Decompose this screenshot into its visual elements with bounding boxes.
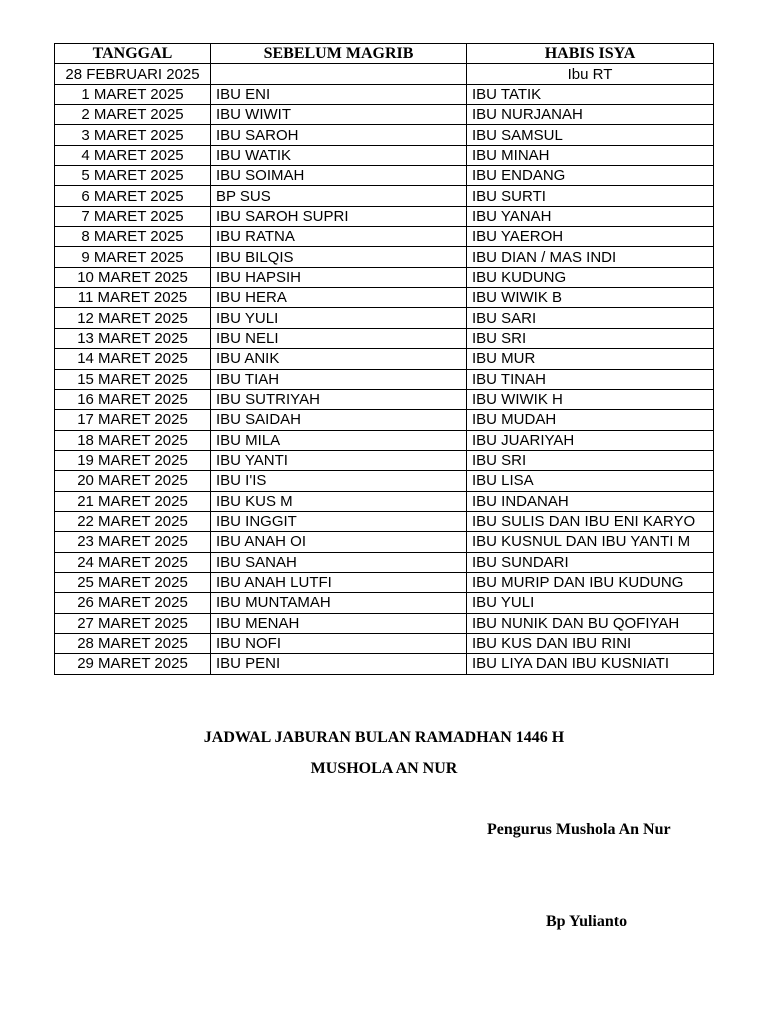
- sebelum-magrib-cell: IBU MENAH: [211, 613, 467, 633]
- date-cell: 28 FEBRUARI 2025: [55, 64, 211, 84]
- habis-isya-cell: IBU SARI: [467, 308, 714, 328]
- date-cell: 8 MARET 2025: [55, 227, 211, 247]
- table-row: [55, 410, 714, 430]
- date-cell: 10 MARET 2025: [55, 267, 211, 287]
- date-cell: 28 MARET 2025: [55, 633, 211, 653]
- date-cell: 16 MARET 2025: [55, 389, 211, 409]
- date-cell: 7 MARET 2025: [55, 206, 211, 226]
- habis-isya-cell: IBU NUNIK DAN BU QOFIYAH: [467, 613, 714, 633]
- sebelum-magrib-cell: IBU SOIMAH: [211, 166, 467, 186]
- sebelum-magrib-cell: IBU SAIDAH: [211, 410, 467, 430]
- table-row: [55, 593, 714, 613]
- header-habis-isya: HABIS ISYA: [467, 44, 714, 64]
- table-row: [55, 105, 714, 125]
- table-row: [55, 572, 714, 592]
- date-cell: 26 MARET 2025: [55, 593, 211, 613]
- habis-isya-cell: IBU ENDANG: [467, 166, 714, 186]
- table-row: [55, 328, 714, 348]
- table-row: [55, 450, 714, 470]
- habis-isya-cell: IBU MUDAH: [467, 410, 714, 430]
- date-cell: 2 MARET 2025: [55, 105, 211, 125]
- date-cell: 6 MARET 2025: [55, 186, 211, 206]
- sebelum-magrib-cell: IBU TIAH: [211, 369, 467, 389]
- sebelum-magrib-cell: IBU YULI: [211, 308, 467, 328]
- habis-isya-cell: IBU YULI: [467, 593, 714, 613]
- habis-isya-cell: IBU SRI: [467, 450, 714, 470]
- table-row: [55, 633, 714, 653]
- sebelum-magrib-cell: IBU HAPSIH: [211, 267, 467, 287]
- table-row: [55, 532, 714, 552]
- habis-isya-cell: IBU INDANAH: [467, 491, 714, 511]
- date-cell: 24 MARET 2025: [55, 552, 211, 572]
- sebelum-magrib-cell: IBU INGGIT: [211, 511, 467, 531]
- date-cell: 4 MARET 2025: [55, 145, 211, 165]
- sebelum-magrib-cell: BP SUS: [211, 186, 467, 206]
- table-row: [55, 145, 714, 165]
- header-tanggal: TANGGAL: [55, 44, 211, 64]
- schedule-body: [55, 64, 714, 674]
- sebelum-magrib-cell: IBU MILA: [211, 430, 467, 450]
- habis-isya-cell: IBU DIAN / MAS INDI: [467, 247, 714, 267]
- date-cell: 17 MARET 2025: [55, 410, 211, 430]
- date-cell: 19 MARET 2025: [55, 450, 211, 470]
- document-title: JADWAL JABURAN BULAN RAMADHAN 1446 H: [203, 729, 565, 746]
- table-row: [55, 349, 714, 369]
- sebelum-magrib-cell: IBU RATNA: [211, 227, 467, 247]
- sebelum-magrib-cell: IBU SANAH: [211, 552, 467, 572]
- table-row: [55, 206, 714, 226]
- table-row: [55, 166, 714, 186]
- habis-isya-cell: IBU KUS DAN IBU RINI: [467, 633, 714, 653]
- sebelum-magrib-cell: IBU I'IS: [211, 471, 467, 491]
- table-row: [55, 267, 714, 287]
- sebelum-magrib-cell: IBU WIWIT: [211, 105, 467, 125]
- signature-organization: Pengurus Mushola An Nur: [487, 821, 671, 838]
- header-sebelum-magrib: SEBELUM MAGRIB: [211, 44, 467, 64]
- table-row: [55, 64, 714, 84]
- sebelum-magrib-cell: IBU YANTI: [211, 450, 467, 470]
- habis-isya-cell: IBU YANAH: [467, 206, 714, 226]
- date-cell: 21 MARET 2025: [55, 491, 211, 511]
- sebelum-magrib-cell: IBU NELI: [211, 328, 467, 348]
- habis-isya-cell: IBU MURIP DAN IBU KUDUNG: [467, 572, 714, 592]
- table-row: [55, 491, 714, 511]
- signature-name: Bp Yulianto: [546, 913, 628, 930]
- sebelum-magrib-cell: IBU ANIK: [211, 349, 467, 369]
- date-cell: 13 MARET 2025: [55, 328, 211, 348]
- table-row: [55, 369, 714, 389]
- date-cell: 11 MARET 2025: [55, 288, 211, 308]
- date-cell: 3 MARET 2025: [55, 125, 211, 145]
- table-row: [55, 247, 714, 267]
- habis-isya-cell: IBU NURJANAH: [467, 105, 714, 125]
- table-header-row: [55, 44, 714, 64]
- habis-isya-cell: IBU WIWIK H: [467, 389, 714, 409]
- habis-isya-cell: IBU YAEROH: [467, 227, 714, 247]
- sebelum-magrib-cell: IBU SUTRIYAH: [211, 389, 467, 409]
- sebelum-magrib-cell: IBU WATIK: [211, 145, 467, 165]
- sebelum-magrib-cell: IBU NOFI: [211, 633, 467, 653]
- table-row: [55, 471, 714, 491]
- date-cell: 9 MARET 2025: [55, 247, 211, 267]
- sebelum-magrib-cell: IBU BILQIS: [211, 247, 467, 267]
- table-row: [55, 430, 714, 450]
- table-row: [55, 552, 714, 572]
- sebelum-magrib-cell: IBU HERA: [211, 288, 467, 308]
- sebelum-magrib-cell: IBU ENI: [211, 84, 467, 104]
- habis-isya-cell: IBU MINAH: [467, 145, 714, 165]
- table-row: [55, 389, 714, 409]
- habis-isya-cell: IBU MUR: [467, 349, 714, 369]
- habis-isya-cell: IBU KUSNUL DAN IBU YANTI M: [467, 532, 714, 552]
- schedule-table: [54, 43, 714, 675]
- habis-isya-cell: IBU KUDUNG: [467, 267, 714, 287]
- date-cell: 29 MARET 2025: [55, 654, 211, 674]
- date-cell: 18 MARET 2025: [55, 430, 211, 450]
- table-row: [55, 511, 714, 531]
- habis-isya-cell: IBU SURTI: [467, 186, 714, 206]
- habis-isya-cell: Ibu RT: [467, 64, 714, 84]
- sebelum-magrib-cell: [211, 64, 467, 84]
- habis-isya-cell: IBU SAMSUL: [467, 125, 714, 145]
- habis-isya-cell: IBU LISA: [467, 471, 714, 491]
- table-row: [55, 654, 714, 674]
- sebelum-magrib-cell: IBU MUNTAMAH: [211, 593, 467, 613]
- sebelum-magrib-cell: IBU SAROH: [211, 125, 467, 145]
- date-cell: 5 MARET 2025: [55, 166, 211, 186]
- date-cell: 15 MARET 2025: [55, 369, 211, 389]
- table-row: [55, 227, 714, 247]
- date-cell: 22 MARET 2025: [55, 511, 211, 531]
- habis-isya-cell: IBU WIWIK B: [467, 288, 714, 308]
- table-row: [55, 186, 714, 206]
- date-cell: 25 MARET 2025: [55, 572, 211, 592]
- habis-isya-cell: IBU TATIK: [467, 84, 714, 104]
- sebelum-magrib-cell: IBU SAROH SUPRI: [211, 206, 467, 226]
- habis-isya-cell: IBU SRI: [467, 328, 714, 348]
- sebelum-magrib-cell: IBU ANAH LUTFI: [211, 572, 467, 592]
- document-subtitle: MUSHOLA AN NUR: [310, 760, 458, 777]
- sebelum-magrib-cell: IBU KUS M: [211, 491, 467, 511]
- date-cell: 27 MARET 2025: [55, 613, 211, 633]
- date-cell: 23 MARET 2025: [55, 532, 211, 552]
- date-cell: 20 MARET 2025: [55, 471, 211, 491]
- date-cell: 12 MARET 2025: [55, 308, 211, 328]
- habis-isya-cell: IBU TINAH: [467, 369, 714, 389]
- table-row: [55, 84, 714, 104]
- sebelum-magrib-cell: IBU ANAH OI: [211, 532, 467, 552]
- sebelum-magrib-cell: IBU PENI: [211, 654, 467, 674]
- habis-isya-cell: IBU LIYA DAN IBU KUSNIATI: [467, 654, 714, 674]
- table-row: [55, 308, 714, 328]
- date-cell: 14 MARET 2025: [55, 349, 211, 369]
- habis-isya-cell: IBU JUARIYAH: [467, 430, 714, 450]
- table-row: [55, 288, 714, 308]
- habis-isya-cell: IBU SULIS DAN IBU ENI KARYO: [467, 511, 714, 531]
- table-row: [55, 613, 714, 633]
- habis-isya-cell: IBU SUNDARI: [467, 552, 714, 572]
- date-cell: 1 MARET 2025: [55, 84, 211, 104]
- table-row: [55, 125, 714, 145]
